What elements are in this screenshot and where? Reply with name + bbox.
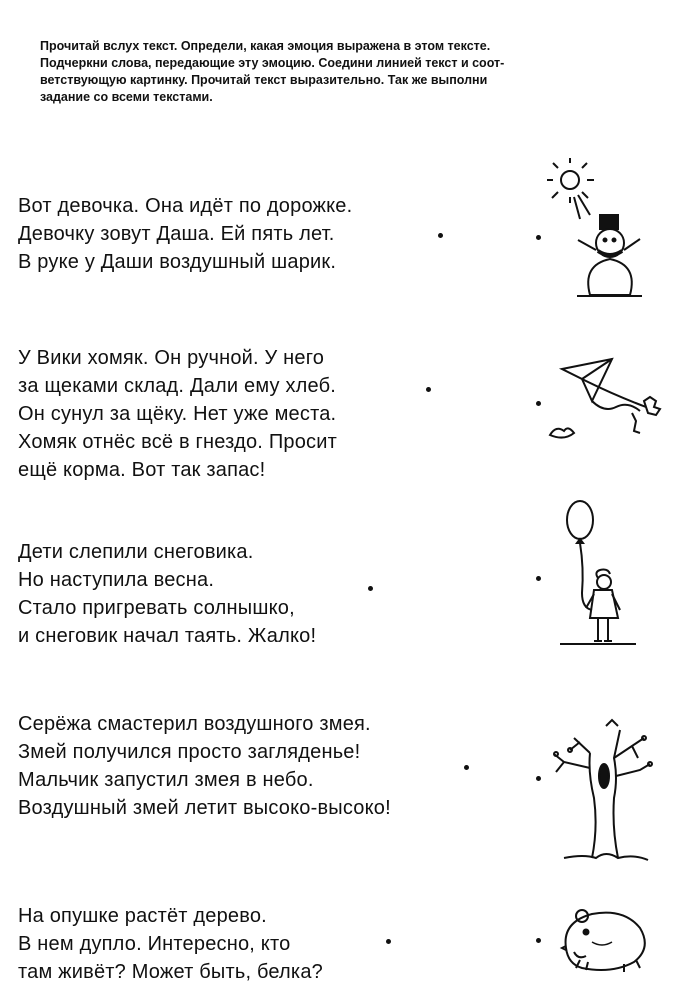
text-block-2 <box>18 344 488 484</box>
text-line: Он сунул за щёку. Нет уже места. <box>18 403 337 425</box>
text-line: и снеговик начал таять. Жалко! <box>18 625 317 647</box>
text-connect-dot-4[interactable] <box>464 765 469 770</box>
text-line: ещё корма. Вот так запас! <box>18 459 266 481</box>
girl-with-balloon-icon[interactable] <box>560 498 640 658</box>
text-line: Вот девочка. Она идёт по дорожке. <box>18 195 353 217</box>
text-connect-dot-3[interactable] <box>368 586 373 591</box>
text-line: Но наступила весна. <box>18 569 215 591</box>
snowman-with-sun-icon[interactable] <box>542 155 672 305</box>
text-connect-dot-5[interactable] <box>386 939 391 944</box>
instruction-line: задание со всеми текстами. <box>40 90 213 104</box>
picture-connect-dot-1[interactable] <box>536 235 541 240</box>
text-block-4 <box>18 710 488 822</box>
text-line: В нем дупло. Интересно, кто <box>18 933 291 955</box>
picture-connect-dot-2[interactable] <box>536 401 541 406</box>
text-line: У Вики хомяк. Он ручной. У него <box>18 347 325 369</box>
text-line: Серёжа смастерил воздушного змея. <box>18 713 371 735</box>
text-line: за щеками склад. Дали ему хлеб. <box>18 375 337 397</box>
picture-connect-dot-5[interactable] <box>536 938 541 943</box>
text-block-3 <box>18 538 488 650</box>
tree-with-hollow-icon[interactable] <box>544 718 674 868</box>
text-line: Дети слепили снеговика. <box>18 541 254 563</box>
text-line: На опушке растёт дерево. <box>18 905 267 927</box>
text-line: Воздушный змей летит высоко-высоко! <box>18 797 391 819</box>
picture-connect-dot-4[interactable] <box>536 776 541 781</box>
text-line: Хомяк отнёс всё в гнездо. Просит <box>18 431 337 453</box>
text-line: там живёт? Может быть, белка? <box>18 961 323 983</box>
task-instructions <box>40 38 665 106</box>
text-block-5 <box>18 902 488 986</box>
instruction-line: ветствующую картинку. Прочитай текст выразительно. Так же выполни <box>40 73 488 87</box>
text-line: Змей получился просто загляденье! <box>18 741 361 763</box>
text-line: Девочку зовут Даша. Ей пять лет. <box>18 223 335 245</box>
text-connect-dot-2[interactable] <box>426 387 431 392</box>
hamster-icon[interactable] <box>552 902 662 982</box>
text-line: В руке у Даши воздушный шарик. <box>18 251 337 273</box>
picture-connect-dot-3[interactable] <box>536 576 541 581</box>
text-connect-dot-1[interactable] <box>438 233 443 238</box>
text-block-1 <box>18 192 488 276</box>
instruction-line: Прочитай вслух текст. Определи, какая эмоция выражена в этом тексте. <box>40 39 491 53</box>
kite-icon[interactable] <box>544 355 674 450</box>
text-line: Стало пригревать солнышко, <box>18 597 295 619</box>
instruction-line: Подчеркни слова, передающие эту эмоцию. Соедини линией текст и соот- <box>40 56 505 70</box>
text-line: Мальчик запустил змея в небо. <box>18 769 314 791</box>
